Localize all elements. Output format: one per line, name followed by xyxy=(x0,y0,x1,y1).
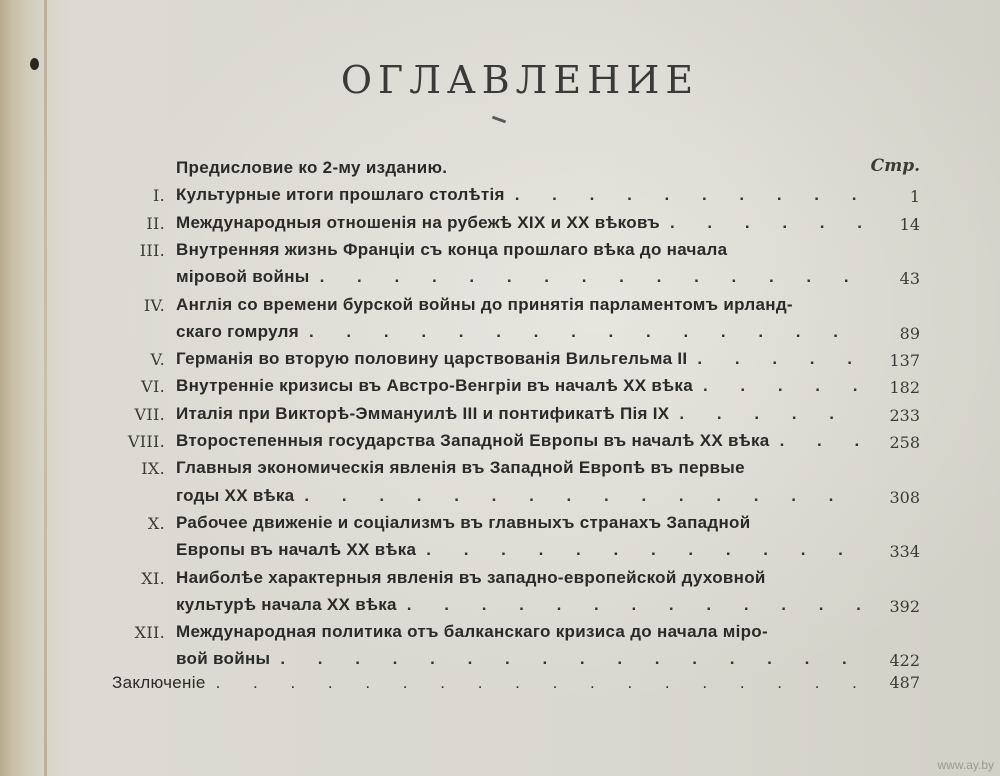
chapter-line-last xyxy=(176,540,866,564)
chapter-title-text: Италія при Викторѣ-Эммануилѣ III и понтификатѣ Пія IX xyxy=(176,403,670,423)
dot-leader xyxy=(216,673,867,693)
chapter-title-text: Второстепенныя государства Западной Европы въ началѣ XX вѣка xyxy=(176,431,770,450)
dot-leader xyxy=(780,431,866,451)
chapter-number: XII. xyxy=(134,623,165,643)
conclusion-text: Заключеніе xyxy=(112,672,206,692)
chapter-page-number: 308 xyxy=(889,487,920,507)
chapter-title-text: Наиболѣе характерныя явленія въ западно-европейской духовной xyxy=(176,567,766,587)
chapter-title-text: годы XX вѣка xyxy=(176,485,295,505)
chapter-title-text: Международныя отношенія на рубежѣ XIX и XX вѣковъ xyxy=(176,212,660,232)
chapter-title-text: Внутренняя жизнь Франціи съ конца прошлаго вѣка до начала xyxy=(176,239,728,259)
chapter-line xyxy=(143,294,866,319)
watermark: www.ay.by xyxy=(937,758,994,772)
chapter-line xyxy=(147,512,866,537)
dot-leader xyxy=(426,540,866,560)
chapter-number: I. xyxy=(152,186,165,206)
chapter-line-last xyxy=(176,267,866,291)
chapter-title-text: Англія со времени бурской войны до принятія парламентомъ ирланд- xyxy=(176,294,793,314)
chapter-line xyxy=(139,239,866,264)
chapter-number: VII. xyxy=(134,404,165,424)
chapter-line-last xyxy=(150,349,866,373)
preface-text: Предисловие ко 2-му изданию. xyxy=(176,158,448,177)
chapter-number: II. xyxy=(146,213,165,233)
chapter-line xyxy=(141,567,866,592)
chapter-page-number: 334 xyxy=(889,542,920,562)
dot-leader xyxy=(407,595,866,615)
dot-leader xyxy=(515,185,866,205)
chapter-title-text: Рабочее движеніе и соціализмъ въ главныхъ странахъ Западной xyxy=(176,512,751,532)
chapter-title-text: вой войны xyxy=(176,649,271,669)
chapter-number: X. xyxy=(147,513,165,533)
dot-leader xyxy=(697,349,866,369)
chapter-line-last xyxy=(152,185,866,209)
chapter-title-text: культурѣ начала XX вѣка xyxy=(176,594,397,614)
dot-leader xyxy=(679,404,866,424)
chapter-title-text: Германія во вторую половину царствованія Вильгельма II xyxy=(176,349,688,369)
page-title: ОГЛАВЛЕНИЕ xyxy=(340,58,700,102)
dot-leader xyxy=(304,486,866,506)
chapter-line-last xyxy=(146,212,866,237)
chapter-number: IX. xyxy=(141,459,165,479)
chapter-page-number: 233 xyxy=(889,405,920,425)
chapter-line xyxy=(141,458,866,482)
chapter-title-text: Международная политика отъ балканскаго кризиса до начала міро- xyxy=(176,622,768,642)
chapter-page-number: 422 xyxy=(889,651,920,671)
chapter-line-last xyxy=(176,595,866,619)
chapter-page-number: 14 xyxy=(899,214,920,234)
chapter-title-text: Главныя экономическія явленія въ Западной Европѣ въ первые xyxy=(176,458,745,478)
chapter-line-last xyxy=(134,403,866,428)
chapter-page-number: 182 xyxy=(889,378,920,398)
dot-leader xyxy=(670,213,866,233)
chapter-page-number: 43 xyxy=(899,269,920,289)
preface-line xyxy=(176,158,921,182)
chapter-title-text: Внутренніе кризисы въ Австро-Венгріи въ началѣ XX вѣка xyxy=(176,376,693,396)
chapter-line-last xyxy=(176,649,866,673)
conclusion-page-number: 487 xyxy=(889,672,920,692)
chapter-line-last xyxy=(127,431,866,455)
chapter-title-text: Культурные итоги прошлаго столѣтія xyxy=(176,185,505,205)
page-column-header: Стр. xyxy=(870,156,920,176)
chapter-title-text: міровой войны xyxy=(176,267,310,287)
chapter-line-last xyxy=(141,376,866,400)
chapter-number: VIII. xyxy=(127,432,165,451)
chapter-number: XI. xyxy=(141,568,165,588)
chapter-title-text: скаго гомруля xyxy=(176,321,299,341)
chapter-page-number: 137 xyxy=(889,351,920,371)
chapter-page-number: 392 xyxy=(889,596,920,616)
chapter-number: V. xyxy=(150,350,165,370)
chapter-page-number: 89 xyxy=(899,323,920,343)
dot-leader xyxy=(320,267,866,287)
dot-leader xyxy=(703,376,866,396)
chapter-line-last xyxy=(176,322,866,346)
conclusion-line xyxy=(112,673,867,697)
chapter-page-number: 1 xyxy=(909,187,920,207)
dot-leader xyxy=(280,649,866,669)
chapter-page-number: 258 xyxy=(889,433,920,452)
chapter-title-text: Европы въ началѣ XX вѣка xyxy=(176,540,417,560)
chapter-line-last xyxy=(176,486,866,510)
chapter-number: IV. xyxy=(143,295,165,315)
chapter-line xyxy=(134,622,866,646)
chapter-number: VI. xyxy=(141,377,165,397)
dot-leader xyxy=(309,322,866,342)
chapter-number: III. xyxy=(139,240,165,260)
